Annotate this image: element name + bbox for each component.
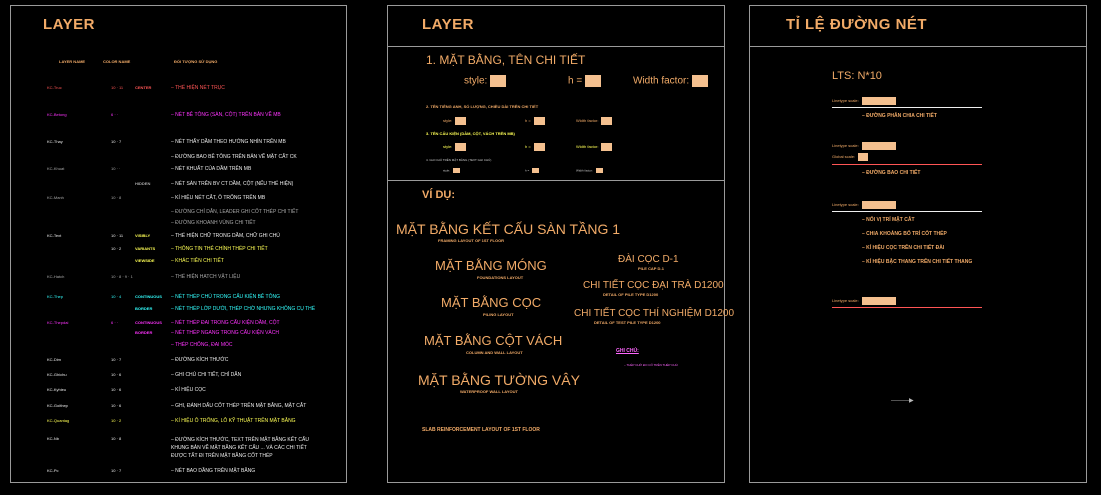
example-title-vn: MẶT BẰNG CỌC <box>441 295 542 310</box>
title-divider <box>388 46 724 47</box>
example-detail-en: DETAIL OF PILE TYPE D1200 <box>603 292 659 297</box>
note-label: GHI CHÚ: <box>616 348 639 354</box>
small-height-swatch <box>534 117 545 125</box>
layer-name: KC-Hatch <box>47 274 65 279</box>
linetype-scale-field <box>832 201 896 209</box>
layer-name: KC-Kyhieu <box>47 387 67 392</box>
linetype-sample-line <box>832 211 982 212</box>
width-factor-field <box>633 75 708 87</box>
layer-color-code: 6 · · <box>111 112 119 117</box>
layer-description: – KHÁC TIÊN CHI TIẾT <box>171 258 224 264</box>
layer-description: – GHI, ĐÁNH DẤU CỐT THÉP TRÊN MẶT BẰNG, MẶT CẮT <box>171 403 307 409</box>
layer-description: – KÍ HIỆU NÉT CẮT, Ô TRỐNG TRÊN MB <box>171 195 266 201</box>
yellow-wf-label: Width factor: <box>576 144 599 150</box>
linetype-scale-panel <box>749 5 1087 483</box>
layer-description: – NÉT BÊ TÔNG (SÀN, CỘT) TRÊN BẢN VẼ MB <box>171 112 281 118</box>
linetype-usage-item: – ĐƯỜNG BAO CHI TIẾT <box>862 170 921 176</box>
global-scale-label: Global scale: <box>832 154 856 160</box>
example-divider <box>388 180 724 181</box>
bottom-caption: SLAB REINFORCEMENT LAYOUT OF 1ST FLOOR <box>422 427 540 433</box>
example-title-vn: MẶT BẰNG CỘT VÁCH <box>424 333 563 348</box>
layer-description: – ĐƯỜNG KÍCH THƯỚC, TEXT TRÊN MẶT BẰNG KẾT CẤU KHUNG BẢN VẼ MẶT BẰNG KẾT CẤU ... VÀ CÁC CHI TIẾT ĐƯỢC TẤT ĐI TRÊN MẶT BẰNG CỐT THÉP <box>171 437 309 459</box>
layer-description: – NÉT KHUẤT CỦA DẦM TRÊN MB <box>171 166 252 172</box>
layer-linetype: BORDER <box>135 306 153 311</box>
layer-description: – NÉT SÀN TRÊN BV CT DẦM, CỘT (NẾU THỂ HIỆN) <box>171 181 294 187</box>
linetype-usage-item: – NỐI VỊ TRÍ MẶT CẮT <box>862 217 915 223</box>
global-scale-swatch <box>858 153 868 161</box>
height-label: h = <box>568 75 583 87</box>
small-style-swatch <box>455 117 466 125</box>
layer-name: KC-Pc <box>47 468 59 473</box>
layer-color-code: 10 · 2 <box>111 246 122 251</box>
layer-description: – ĐƯỜNG BAO BÊ TÔNG TRÊN BẢN VẼ MẶT CẮT CK <box>171 154 297 160</box>
small-style-label: style: <box>443 118 453 124</box>
layer-description: – NÉT THÉP CHỦ TRONG CẤU KIỆN BÊ TÔNG <box>171 294 281 300</box>
layer-description: – THỂ HIỆN CHỮ TRONG DẦM, CHỮ GHI CHÚ <box>171 233 280 239</box>
linetype-sample-line <box>832 164 982 165</box>
layer-color-code: 10 · 7 <box>111 357 122 362</box>
height-field <box>568 75 601 87</box>
linetype-scale-label: Linetype scale: <box>832 202 859 208</box>
gray-height-swatch <box>532 168 539 173</box>
width-factor-label: Width factor: <box>633 75 690 87</box>
layer-color-code: 10 · 7 <box>111 139 122 144</box>
gray-style-label: style: <box>443 168 451 173</box>
layer-name: KC-Quantag <box>47 418 70 423</box>
yellow-wf-field <box>576 143 612 151</box>
layer-description: – NÉT BAO DẦNG TRÊN MẶT BẰNG <box>171 468 256 474</box>
layer-color-code: 10 · 8 <box>111 436 122 441</box>
linetype-scale-field <box>832 97 896 105</box>
note-text: – THÉP CHỜ ĐO CỐ TRÊN THÉP CHỦ <box>624 363 678 367</box>
layer-name: KC-Khuat <box>47 166 65 171</box>
layer-color-code: 10 · 8 · 9 · 1 <box>111 274 133 279</box>
yellow-height-label: h = <box>525 144 531 150</box>
linetype-sample-line <box>832 307 982 308</box>
example-title-vn: MẶT BẰNG MÓNG <box>435 258 547 273</box>
layer-name: KC-Text <box>47 233 62 238</box>
layer-description: – NÉT THẤY DẦM THEO HƯỚNG NHÌN TRÊN MB <box>171 139 286 145</box>
linetype-usage-item: – KÍ HIỆU BẬC THANG TRÊN CHI TIẾT THANG <box>862 259 973 265</box>
layer-color-code: 10 · 2 <box>111 418 122 423</box>
linetype-scale-label: Linetype scale: <box>832 143 859 149</box>
layer-description: – NÉT THÉP LỚP DƯỚI, THÉP CHỜ NHƯNG KHÔNG CỤ THỂ <box>171 306 316 312</box>
gray-wf-field <box>576 168 603 173</box>
layer-color-code: 10 · 6 <box>111 387 122 392</box>
small-style-field <box>443 117 466 125</box>
col-header-description: ĐỐI TƯỢNG SỬ DỤNG <box>174 59 218 64</box>
section-heading-4: 4. GHI CHÚ TRÊN MẶT BẰNG (TEXT GHI CHÚ) <box>426 158 492 162</box>
example-title-vn: MẶT BẰNG TƯỜNG VÂY <box>418 372 580 388</box>
layer-color-code: 10 · · <box>111 166 121 171</box>
layer-linetype: BORDER <box>135 330 153 335</box>
linetype-scale-swatch <box>862 97 896 105</box>
panel-title: LAYER <box>422 16 474 33</box>
linetype-scale-swatch <box>862 142 896 150</box>
layer-color-code: 10 · 7 <box>111 468 122 473</box>
small-wf-swatch <box>601 117 612 125</box>
layer-description: – THỂ HIỆN HATCH VẬT LIỆU <box>171 274 241 280</box>
style-field <box>464 75 506 87</box>
linetype-scale-swatch <box>862 201 896 209</box>
layer-description: – KÍ HIỆU Ô TRỐNG, LỖ KỸ THUẬT TRÊN MẶT BẰNG <box>171 418 296 424</box>
example-title-vn: MẶT BẰNG KẾT CẤU SÀN TẦNG 1 <box>396 221 621 237</box>
title-divider <box>750 46 1086 47</box>
panel-title: LAYER <box>43 16 95 33</box>
col-header-color-name: COLOR NAME <box>103 59 131 64</box>
layer-name: KC-Ghichu <box>47 372 67 377</box>
example-title-en: WATERPROOF WALL LAYOUT <box>460 389 518 394</box>
linetype-scale-swatch <box>862 297 896 305</box>
layer-color-code: 10 · 6 <box>111 372 122 377</box>
layer-description: – ĐƯỜNG CHỈ DẪN, LEADER GHI CỐT THÉP CHI TIẾT <box>171 209 299 215</box>
style-swatch <box>490 75 506 87</box>
gray-style-field <box>443 168 460 173</box>
linetype-sample-line <box>832 107 982 108</box>
layer-name: KC-Goithep <box>47 403 68 408</box>
panel-title: TỈ LỆ ĐƯỜNG NÉT <box>786 16 928 33</box>
section-heading-3: 3. TÊN CẤU KIỆN (DẦM, CỘT, VÁCH TRÊN MB) <box>426 131 515 136</box>
example-detail-vn: CHI TIẾT CỌC THÍ NGHIỆM D1200 <box>574 308 735 319</box>
layer-color-code: 10 · 11 <box>111 233 124 238</box>
example-label: VÍ DỤ: <box>422 189 455 201</box>
layer-description: – NÉT THÉP NGANG TRONG CẤU KIỆN VÁCH <box>171 330 279 336</box>
layer-name: KC-Thep <box>47 294 64 299</box>
example-title-en: FRAMING LAYOUT OF 1ST FLOOR <box>438 238 505 243</box>
layer-name: KC-Thepdai <box>47 320 69 325</box>
linetype-usage-item: – KÍ HIỆU CỌC TRÊN CHI TIẾT ĐÀI <box>862 245 945 251</box>
yellow-wf-swatch <box>601 143 612 151</box>
lts-label: LTS: N*10 <box>832 70 882 82</box>
layer-description: – THỂ HIỆN NÉT TRỤC <box>171 85 225 91</box>
layer-color-code: 10 · 6 <box>111 403 122 408</box>
gray-height-label: h = <box>525 168 530 173</box>
layer-color-code: 6 · · <box>111 320 119 325</box>
style-label: style: <box>464 75 488 87</box>
layer-color-code: 10 · 4 <box>111 294 122 299</box>
example-detail-en: DETAIL OF TEST PILE TYPE D1200 <box>594 320 661 325</box>
yellow-style-swatch <box>455 143 466 151</box>
layer-linetype: CENTER <box>135 85 152 90</box>
example-title-en: FOUNDATIONS LAYOUT <box>477 275 524 280</box>
layer-linetype: CONTINUOUS <box>135 294 162 299</box>
layer-description: – ĐƯỜNG KÍCH THƯỚC <box>171 357 229 363</box>
yellow-height-swatch <box>534 143 545 151</box>
yellow-style-label: style: <box>443 144 453 150</box>
gray-wf-label: Width factor: <box>576 168 593 173</box>
small-wf-field <box>576 117 612 125</box>
layer-description: – THÔNG TIN THẺ CHÍNH THÉP CHI TIẾT <box>171 246 268 252</box>
arrow-marker: ———▶ <box>891 398 914 404</box>
example-detail-vn: ĐÀI CỌC D-1 <box>618 254 679 265</box>
section-heading-2: 2. TÊN TIÊNG ANH, SỐ LƯỢNG, CHIỀU DÀI TRÊN CHI TIẾT <box>426 104 539 109</box>
col-header-layer-name: LAYER NAME <box>59 59 86 64</box>
linetype-scale-label: Linetype scale: <box>832 298 859 304</box>
layer-description: – THÉP CHỐNG, ĐAI MÓC <box>171 342 233 348</box>
text-style-panel <box>387 5 735 483</box>
layer-name: KC-Betong <box>47 112 67 117</box>
layer-linetype: VIEWSIDE <box>135 258 155 263</box>
gray-wf-swatch <box>596 168 603 173</box>
small-height-label: h = <box>525 118 531 124</box>
layer-linetype: VARIANTS <box>135 246 156 251</box>
yellow-height-field <box>525 143 545 151</box>
global-scale-field <box>832 153 868 161</box>
layer-name: KC-Truc <box>47 85 62 90</box>
layer-linetype: VISIBLY <box>135 233 151 238</box>
layer-name: KC-Nb <box>47 436 60 441</box>
layer-color-code: 10 · 8 <box>111 195 122 200</box>
layer-color-code: 10 · 11 <box>111 85 124 90</box>
linetype-usage-item: – ĐƯỜNG PHÂN CHIA CHI TIẾT <box>862 113 937 119</box>
example-detail-vn: CHI TIẾT CỌC ĐẠI TRÀ D1200 <box>583 280 724 291</box>
example-detail-en: PILE CAP D-1 <box>638 266 664 271</box>
section-heading-1: 1. MẶT BẰNG, TÊN CHI TIẾT <box>426 53 586 67</box>
linetype-usage-item: – CHIA KHOẢNG BỐ TRÍ CỐT THÉP <box>862 231 947 237</box>
linetype-scale-label: Linetype scale: <box>832 98 859 104</box>
layer-panel <box>10 5 347 483</box>
width-factor-swatch <box>692 75 708 87</box>
height-swatch <box>585 75 601 87</box>
layer-description: – GHI CHÚ CHI TIẾT, CHỈ DẪN <box>171 372 242 378</box>
layer-linetype: HIDDEN <box>135 181 151 186</box>
layer-name: KC-Dim <box>47 357 61 362</box>
gray-style-swatch <box>453 168 460 173</box>
small-height-field <box>525 117 545 125</box>
layer-description: – ĐƯỜNG KHOANH VÙNG CHI TIẾT <box>171 220 256 226</box>
example-title-en: PILING LAYOUT <box>483 312 514 317</box>
layer-description: – KÍ HIỆU CỌC <box>171 387 206 393</box>
linetype-scale-field <box>832 142 896 150</box>
example-title-en: COLUMN AND WALL LAYOUT <box>466 350 523 355</box>
gray-height-field <box>525 168 539 173</box>
layer-description: – NÉT THÉP ĐAI TRONG CẤU KIỆN DẦM, CỘT <box>171 320 280 326</box>
yellow-style-field <box>443 143 466 151</box>
layer-name: KC-Manh <box>47 195 64 200</box>
small-wf-label: Width factor: <box>576 118 599 124</box>
layer-name: KC-Thay <box>47 139 63 144</box>
linetype-scale-field <box>832 297 896 305</box>
layer-linetype: CONTINUOUS <box>135 320 162 325</box>
